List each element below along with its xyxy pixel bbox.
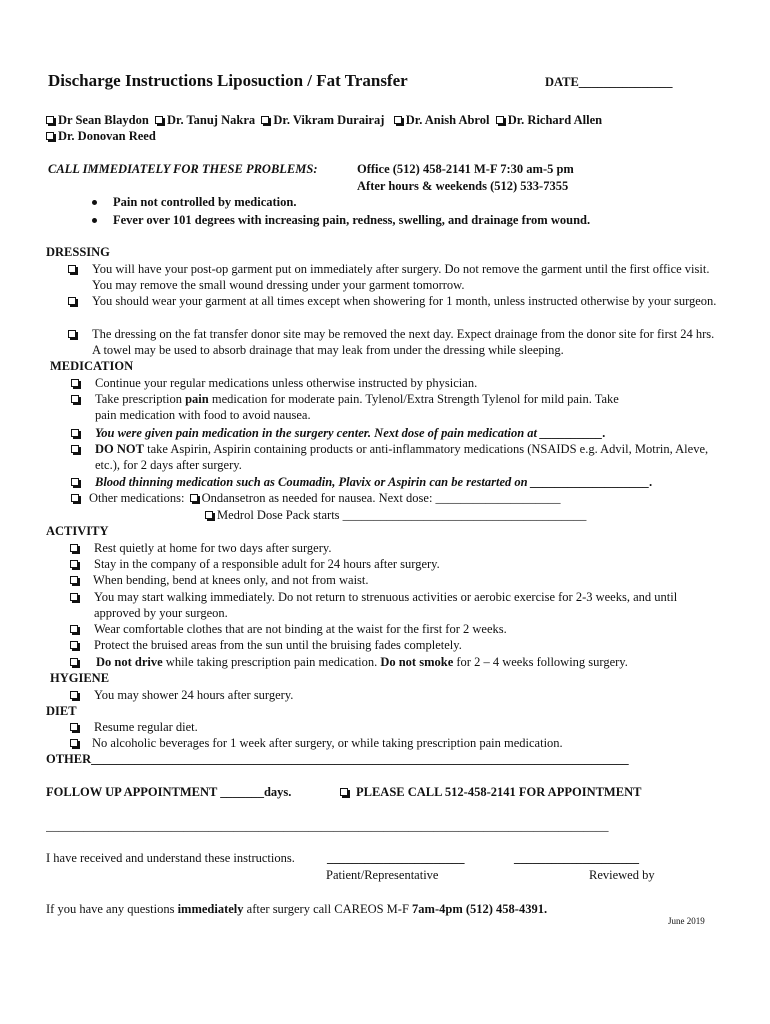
patient-signature-line[interactable]: ______________________ bbox=[327, 851, 465, 865]
acknowledgement-text: I have received and understand these instructions. bbox=[46, 851, 295, 865]
section-heading-activity: ACTIVITY bbox=[46, 524, 109, 538]
doctor-option[interactable]: Dr. Richard Allen bbox=[496, 113, 602, 127]
bullet-icon bbox=[92, 200, 97, 205]
checkbox-icon[interactable] bbox=[71, 429, 79, 437]
diet-item: No alcoholic beverages for 1 week after surgery, or while taking prescription pain medication. bbox=[70, 735, 720, 751]
checkbox-icon[interactable] bbox=[68, 265, 76, 273]
checkbox-icon[interactable] bbox=[70, 560, 78, 568]
problem-item: Pain not controlled by medication. bbox=[113, 195, 297, 209]
doctor-list bbox=[46, 112, 602, 128]
checkbox-icon[interactable] bbox=[68, 297, 76, 305]
medication-item: You were given pain medication in the surgery center. Next dose of pain medication at __________. bbox=[71, 425, 721, 441]
checkbox-icon[interactable] bbox=[71, 395, 79, 403]
checkbox-icon[interactable] bbox=[155, 116, 163, 124]
doctor-option[interactable]: Dr. Tanuj Nakra bbox=[155, 113, 255, 127]
dressing-item: The dressing on the fat transfer donor site may be removed the next day. Expect drainage from the donor site for first 24 hrs. A towel may be used to absorb drainage that may leak from under the dressing while sleeping. bbox=[68, 326, 718, 359]
checkbox-icon[interactable] bbox=[70, 691, 78, 699]
bullet-icon bbox=[92, 218, 97, 223]
checkbox-icon[interactable] bbox=[70, 593, 78, 601]
doctor-option[interactable]: Dr. Anish Abrol bbox=[394, 113, 490, 127]
checkbox-icon[interactable] bbox=[46, 132, 54, 140]
follow-up-appointment[interactable]: FOLLOW UP APPOINTMENT _______days. bbox=[46, 785, 292, 799]
date-field[interactable]: DATE_______________ bbox=[545, 75, 673, 89]
dressing-item: You should wear your garment at all times except when showering for 1 month, unless instructed otherwise by your surgeon. bbox=[68, 293, 718, 309]
activity-item: You may start walking immediately. Do not return to strenuous activities or aerobic exercise for 2-3 weeks, and until approved by your surgeon. bbox=[70, 589, 720, 622]
questions-contact: If you have any questions immediately after surgery call CAREOS M-F 7am-4pm (512) 458-4391. bbox=[46, 902, 548, 916]
medication-item: DO NOT take Aspirin, Aspirin containing products or anti-inflammatory medications (NSAIDS e.g. Advil, Motrin, Aleve, etc.), for 2 days after surgery. bbox=[71, 441, 711, 474]
office-phone: Office (512) 458-2141 M-F 7:30 am-5 pm bbox=[357, 162, 574, 176]
checkbox-icon[interactable] bbox=[71, 494, 79, 502]
checkbox-icon[interactable] bbox=[205, 511, 213, 519]
activity-item: Protect the bruised areas from the sun until the bruising fades completely. bbox=[70, 637, 720, 653]
call-immediately-label: CALL IMMEDIATELY FOR THESE PROBLEMS: bbox=[48, 162, 318, 176]
checkbox-icon[interactable] bbox=[70, 641, 78, 649]
medrol-option: Medrol Dose Pack starts _______________________________________ bbox=[205, 507, 586, 523]
medication-item: Take prescription pain medication for moderate pain. Tylenol/Extra Strength Tylenol for mild pain. Take pain medication with food to avoid nausea. bbox=[71, 391, 631, 424]
dressing-item: You will have your post-op garment put on immediately after surgery. Do not remove the garment until the first office visit. You may remove the small wound dressing under your garment tomorrow. bbox=[68, 261, 718, 294]
problem-item: Fever over 101 degrees with increasing pain, redness, swelling, and drainage from wound. bbox=[113, 213, 591, 227]
other-medications: Other medications: Ondansetron as needed for nausea. Next dose: ____________________ bbox=[71, 490, 561, 506]
section-heading-dressing: DRESSING bbox=[46, 245, 110, 259]
checkbox-icon[interactable] bbox=[70, 544, 78, 552]
activity-item: Do not drive while taking prescription pain medication. Do not smoke for 2 – 4 weeks following surgery. bbox=[70, 654, 720, 670]
activity-item: Wear comfortable clothes that are not binding at the waist for the first for 2 weeks. bbox=[70, 621, 720, 637]
other-line[interactable]: OTHER______________________________________________________________________________________ bbox=[46, 752, 629, 766]
section-heading-hygiene: HYGIENE bbox=[50, 671, 110, 685]
checkbox-icon[interactable] bbox=[68, 330, 76, 338]
checkbox-icon[interactable] bbox=[70, 723, 78, 731]
checkbox-icon[interactable] bbox=[70, 625, 78, 633]
section-heading-diet: DIET bbox=[46, 704, 77, 718]
checkbox-icon[interactable] bbox=[190, 494, 198, 502]
checkbox-icon[interactable] bbox=[261, 116, 269, 124]
activity-item: Rest quietly at home for two days after surgery. bbox=[70, 540, 720, 556]
reviewer-label: Reviewed by bbox=[589, 868, 655, 882]
revision-date: June 2019 bbox=[668, 916, 705, 926]
patient-label: Patient/Representative bbox=[326, 868, 439, 882]
activity-item: When bending, bend at knees only, and not from waist. bbox=[70, 572, 720, 588]
hygiene-item: You may shower 24 hours after surgery. bbox=[70, 687, 720, 703]
diet-item: Resume regular diet. bbox=[70, 719, 720, 735]
checkbox-icon[interactable] bbox=[46, 116, 54, 124]
activity-item: Stay in the company of a responsible adult for 24 hours after surgery. bbox=[70, 556, 720, 572]
checkbox-icon[interactable] bbox=[70, 576, 78, 584]
checkbox-icon[interactable] bbox=[71, 445, 79, 453]
please-call-option[interactable]: PLEASE CALL 512-458-2141 FOR APPOINTMENT bbox=[340, 784, 641, 800]
checkbox-icon[interactable] bbox=[70, 739, 78, 747]
medication-item: Blood thinning medication such as Coumadin, Plavix or Aspirin can be restarted on ___________________. bbox=[71, 474, 721, 490]
page-title: Discharge Instructions Liposuction / Fat Transfer bbox=[48, 71, 408, 90]
after-hours-phone: After hours & weekends (512) 533-7355 bbox=[357, 179, 569, 193]
doctor-option[interactable]: Dr. Donovan Reed bbox=[46, 128, 156, 144]
checkbox-icon[interactable] bbox=[70, 658, 78, 666]
reviewer-signature-line[interactable]: ____________________ bbox=[514, 851, 639, 865]
checkbox-icon[interactable] bbox=[71, 478, 79, 486]
doctor-option[interactable]: Dr. Vikram Durairaj bbox=[261, 113, 384, 127]
checkbox-icon[interactable] bbox=[71, 379, 79, 387]
blank-line[interactable]: __________________________________________________________________________________________ bbox=[46, 819, 609, 833]
checkbox-icon[interactable] bbox=[340, 788, 348, 796]
medication-item: Continue your regular medications unless otherwise instructed by physician. bbox=[71, 375, 721, 391]
checkbox-icon[interactable] bbox=[394, 116, 402, 124]
section-heading-medication: MEDICATION bbox=[50, 359, 134, 373]
doctor-option[interactable]: Dr Sean Blaydon bbox=[46, 113, 149, 127]
checkbox-icon[interactable] bbox=[496, 116, 504, 124]
